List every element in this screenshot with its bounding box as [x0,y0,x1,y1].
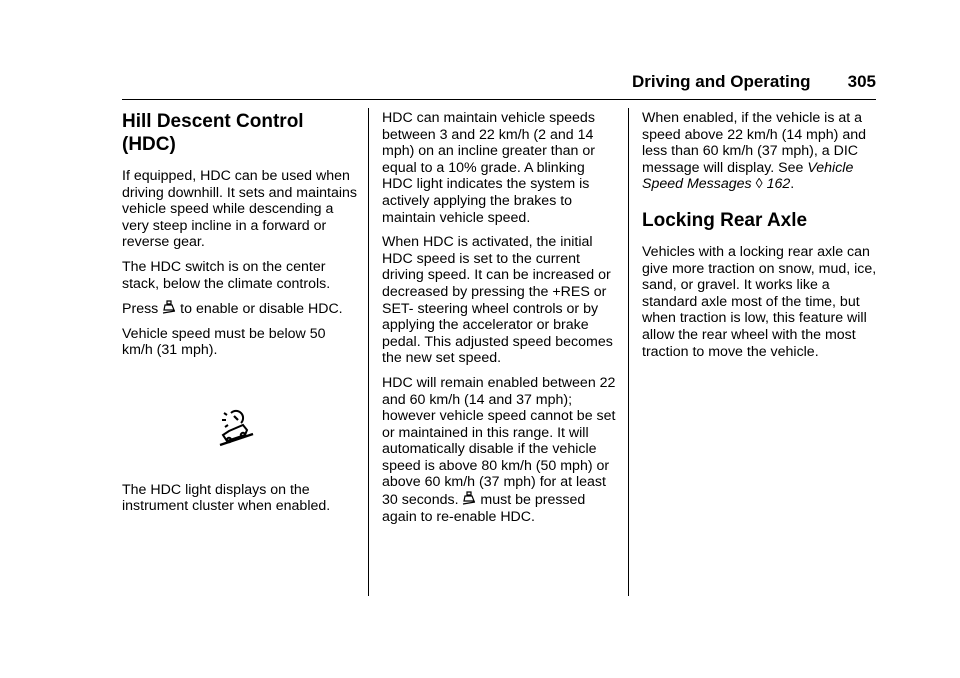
paragraph: When HDC is activated, the initial HDC speed is set to the current driving speed. It can be increased or decreased by pressing the +RES or SET- steering wheel controls or by applying the accelerator or brake pedal. This adjusted speed becomes the new set speed. [382,234,613,367]
hill-descent-icon [162,300,176,315]
paragraph [642,110,878,193]
section-title: Driving and Operating [632,72,811,91]
column-3 [642,110,878,368]
column-divider-2 [628,108,629,596]
paragraph: Vehicle speed must be below 50 km/h (31 mph). [122,325,326,359]
page-ref-number[interactable]: 162 [766,176,791,193]
cross-reference-link[interactable]: Vehicle Speed Messages [642,159,854,193]
column-divider-1 [368,108,369,596]
paragraph-text: When enabled, if the vehicle is at a speed above 22 km/h (14 mph) and less than 60 km/h (37 mph), a DIC message will display. See [642,110,866,176]
page-number: 305 [847,72,876,91]
hill-descent-icon [462,491,476,506]
header-rule [122,99,876,100]
heading-hdc: Hill Descent Control (HDC) [122,111,304,155]
paragraph: HDC can maintain vehicle speeds between 3 and 22 km/h (2 and 14 mph) on an incline greater than or equal to a 10% grade. A blinking HDC light indicates the system is actively applying the brakes to maintain vehicle speed. [382,110,595,226]
paragraph: Vehicles with a locking rear axle can give more traction on snow, mud, ice, sand, or gravel. It works like a standard axle most of the time, but when traction is low, this feature will allow the rear wheel with the most traction to move the vehicle. [642,243,877,360]
heading-locking-rear-axle: Locking Rear Axle [642,209,808,231]
paragraph [382,375,618,525]
hill-descent-icon [217,407,255,447]
paragraph: The HDC light displays on the instrument cluster when enabled. [122,481,331,515]
paragraph: The HDC switch is on the center stack, below the climate controls. [122,258,331,292]
paragraph-text: must be pressed again to re-enable HDC. [382,492,586,525]
page-ref-arrow-icon: ◊ [755,176,763,193]
page-header [632,72,876,98]
press-desc: to enable or disable HDC. [180,301,343,318]
press-label: Press [122,301,159,318]
column-1 [122,110,358,523]
column-2 [382,110,618,533]
paragraph-text: HDC will remain enabled between 22 and 60 km/h (14 and 37 mph); however vehicle speed cannot be set or maintained in this range. It will automatically disable if the vehicle speed is above 80 km/h (50 mph) or above 60 km/h (37 mph) for at least 30 seconds. [382,374,616,509]
paragraph [122,300,358,318]
paragraph: If equipped, HDC can be used when driving downhill. It sets and maintains vehicle speed while descending a very steep incline in a forward or reverse gear. [122,168,358,251]
period: . [790,176,795,193]
